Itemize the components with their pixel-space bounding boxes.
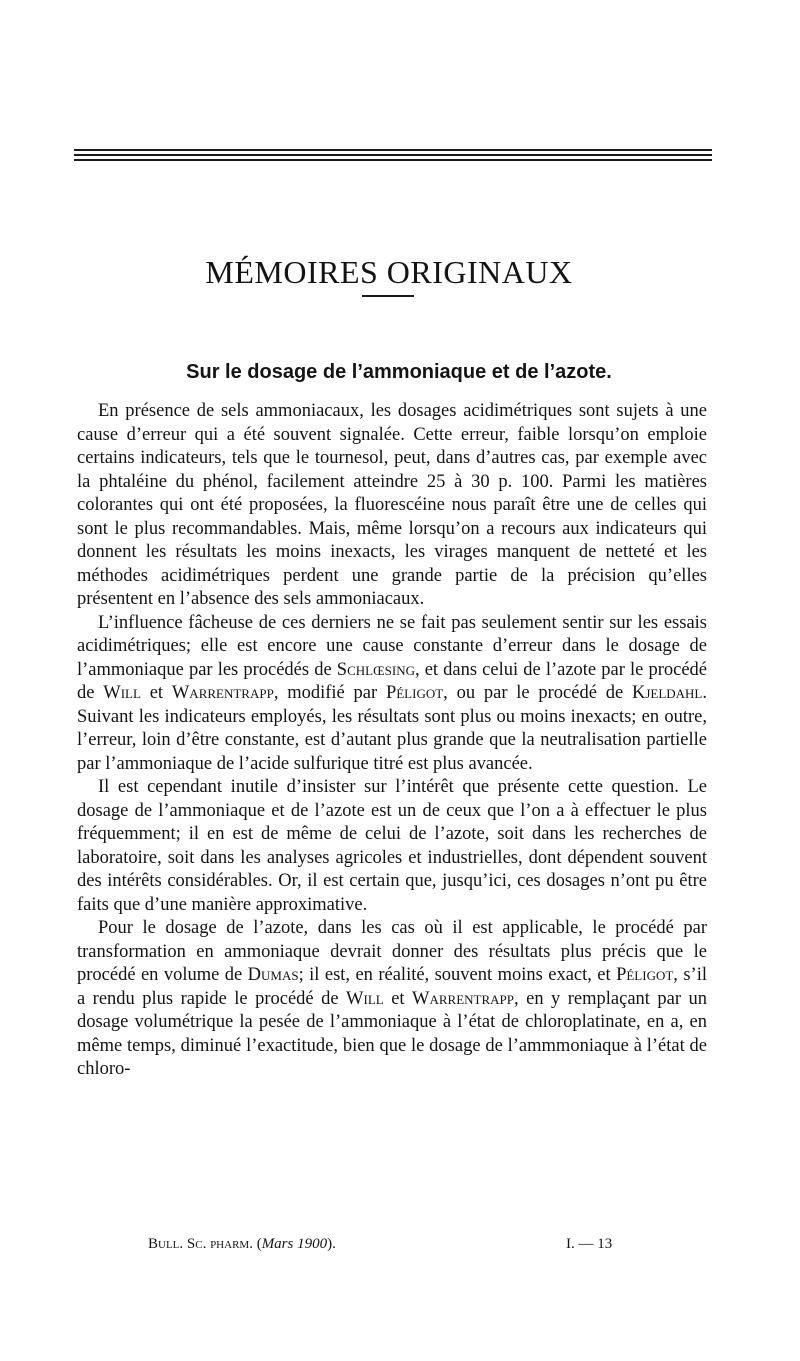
paragraph-4 [77,917,707,1082]
section-title: MÉMOIRES ORIGINAUX [205,254,573,291]
paragraph-4-text-b: ; il est, en réalité, souvent moins exact, et [298,965,617,985]
author-name-will-2: Will [346,988,384,1009]
paragraph-1: En présence de sels ammoniacaux, les dosages acidimétriques sont sujets à une cause d’erreur qui a été souvent signalée. Cette erreur, faible lorsqu’on emploie certains indicateurs, tels que le tournesol, peut, dans d’autres cas, par exemple avec la phtaléine du phénol, facilement atteindre 25 à 30 p. 100. Parmi les matières colorantes qui ont été proposées, la fluorescéine nous paraît être une de celles qui sont le plus recommandables. Mais, même lorsqu’on a recours aux indicateurs qui donnent les résultats les moins inexacts, les virages manquent de netteté et les méthodes acidimétriques perdent une grande partie de la précision qu’elles présentent en l’absence des sels ammoniacaux. [77,401,707,609]
title-separator [362,295,414,297]
paragraph-2-text-c: et [140,683,172,703]
article-title: Sur le dosage de l’ammoniaque et de l’azote. [186,360,612,383]
paragraph-2 [77,612,707,777]
author-name-will: Will [103,683,141,703]
paragraph-3: Il est cependant inutile d’insister sur l’intérêt que présente cette question. Le dosage de l’ammoniaque et de l’azote est un de ceux que l’on a à effectuer le plus fréquemment; il en est de même de celui de l’azote, soit dans les recherches de laboratoire, soit dans les analyses agricoles et industrielles, dont dépendent souvent des intérêts considérables. Or, il est certain que, jusqu’ici, ces dosages n’ont pu être faits que d’une manière approximative. [77,777,707,915]
paragraph-4-text-a: Pour le dosage de l’azote, dans les cas où il est applicable, le procédé par transformation en ammoniaque devrait donner des résultats plus précis que le procédé en volume de [77,918,707,985]
journal-date: Mars 1900 [261,1236,328,1252]
author-name-warrentrapp: Warrentrapp [171,683,274,703]
paragraph-2-text-f: . Suivant les indicateurs employés, les résultats sont plus ou moins inexacts; en outre, l’erreur, loin d’être constante, est d’autant plus grande que la neutralisation partielle par l’ammoniaque de l’acide sulfurique titré est plus avancée. [77,683,707,774]
author-name-schloesing: Schlœsing [336,659,415,680]
paragraph-4-text-c: , s’il a rendu plus rapide le procédé de [77,965,707,1009]
signature-mark: I. — 13 [566,1236,613,1252]
top-rule-3 [74,159,712,161]
paragraph-4-text-d: et [383,988,413,1009]
top-rule-2 [74,154,712,156]
paragraph-2-text-d: , modifié par [273,683,386,703]
author-name-kjeldahl: Kjeldahl [631,683,703,703]
journal-prefix: Bull. Sc. pharm. ( [148,1236,262,1252]
author-name-dumas: Dumas [247,965,299,985]
paragraph-2-text-a: L’influence fâcheuse de ces derniers ne se fait pas seulement sentir sur les essais acidimétriques; elle est encore une cause constante d’erreur dans le dosage de l’ammoniaque par les procédés de [77,612,707,680]
author-name-peligot: Péligot [385,683,444,703]
journal-reference [148,1236,336,1253]
article-body [77,400,707,1082]
paragraph-2-text-e: , ou par le procédé de [443,683,632,703]
author-name-warrentrapp-2: Warrentrapp [412,988,515,1009]
paragraph-2-text-b: , et dans celui de l’azote par le procédé de [77,659,707,703]
journal-suffix: ). [327,1236,336,1252]
top-rule-1 [74,149,712,151]
author-name-peligot-2: Péligot [616,965,674,985]
paragraph-4-text-e: , en y remplaçant par un dosage volumétrique la pesée de l’ammoniaque à l’état de chloroplatinate, en a, en même temps, diminué l’exactitude, bien que le dosage de l’ammmoniaque à l’état de chloro- [77,988,707,1079]
